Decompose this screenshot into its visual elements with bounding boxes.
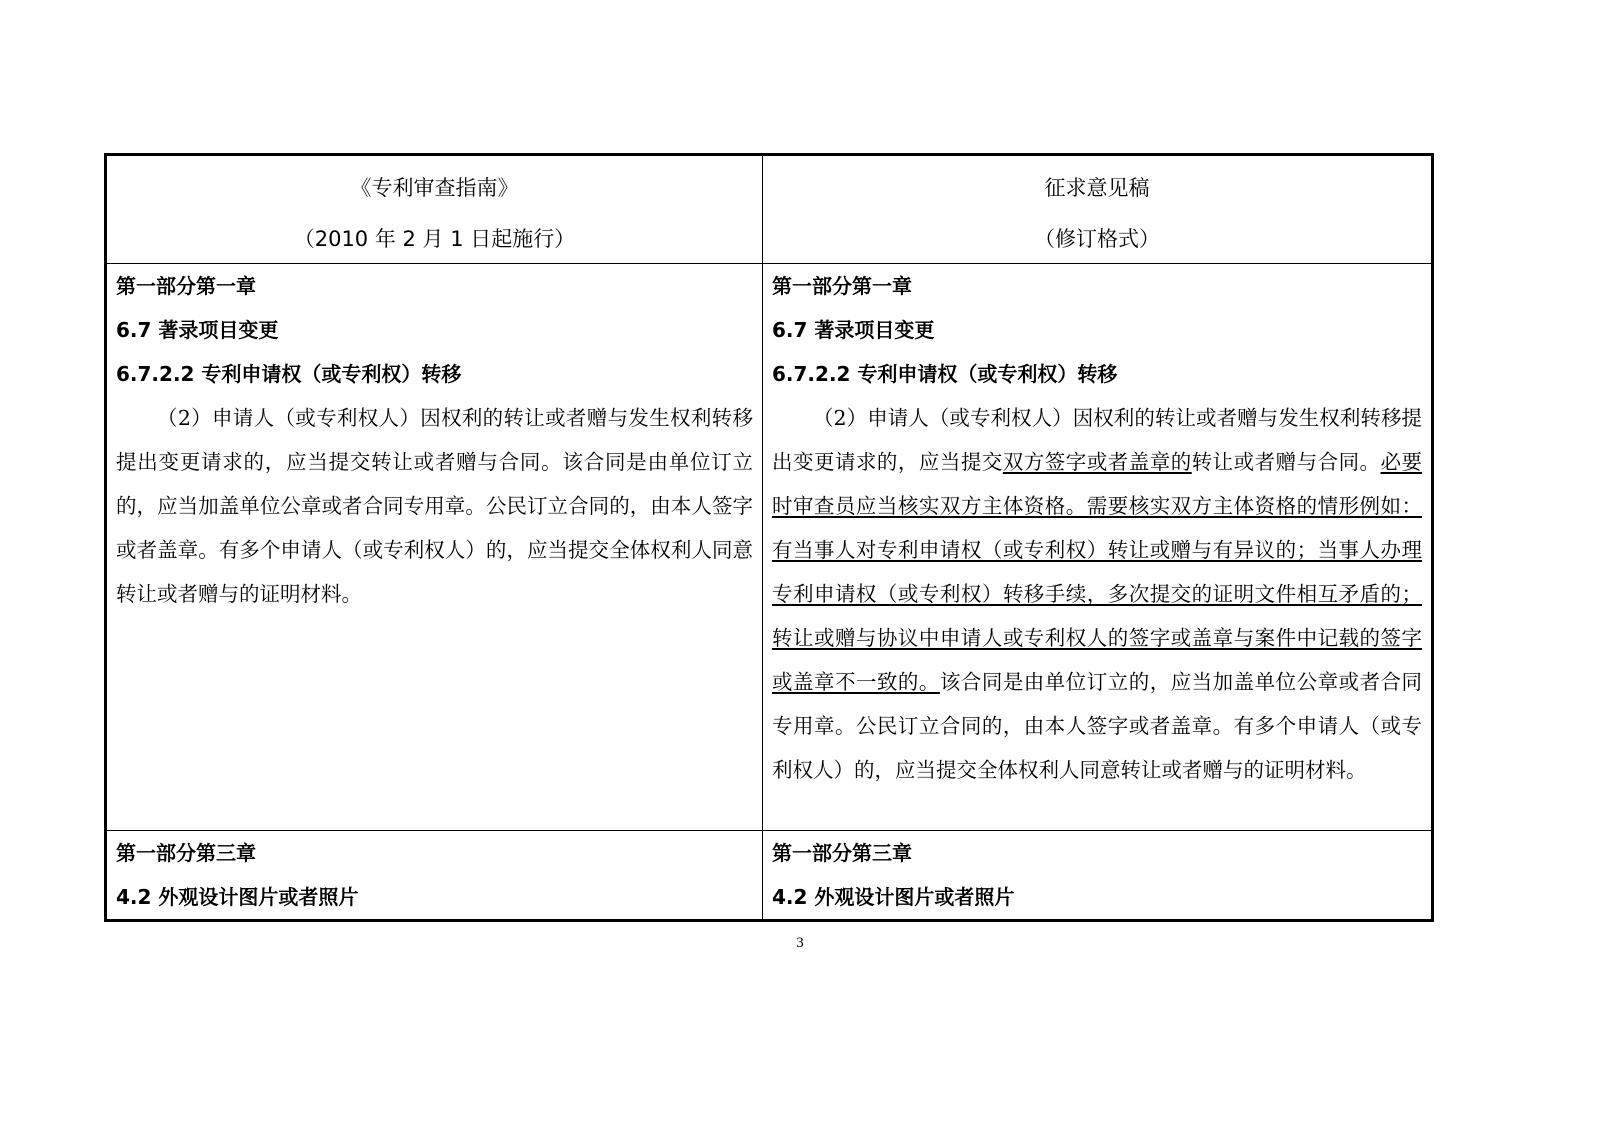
page-number: 3 bbox=[796, 935, 804, 951]
part-heading: 第一部分第一章 bbox=[116, 274, 256, 298]
section-heading: 4.2 外观设计图片或者照片 bbox=[772, 885, 1015, 909]
header-right-subtitle: （修订格式） bbox=[1034, 227, 1160, 251]
row2-right-cell bbox=[763, 831, 1433, 921]
part-heading: 第一部分第一章 bbox=[772, 274, 912, 298]
table-header-row bbox=[106, 155, 1433, 264]
row1-right-cell bbox=[763, 264, 1433, 831]
original-paragraph: （2）申请人（或专利权人）因权利的转让或者赠与发生权利转移提出变更请求的，应当提交转让或者赠与合同。该合同是由单位订立的，应当加盖单位公章或者合同专用章。公民订立合同的，由本人签字或者盖章。有多个申请人（或专利权人）的，应当提交全体权利人同意转让或者赠与的证明材料。 bbox=[116, 406, 753, 606]
inserted-text: 双方签字或者盖章的 bbox=[1002, 450, 1192, 474]
section-heading: 4.2 外观设计图片或者照片 bbox=[116, 885, 359, 909]
header-left-subtitle: （2010 年 2 月 1 日起施行） bbox=[293, 227, 576, 251]
header-left-title: 《专利审查指南》 bbox=[350, 176, 519, 200]
table-row bbox=[106, 831, 1433, 921]
section-heading: 6.7 著录项目变更 bbox=[772, 318, 935, 342]
row2-left-cell bbox=[106, 831, 763, 921]
revised-text: （2）申请人（或专利权人）因权利的转让或者赠与发生权利转移提出变更请求的，应当提交 bbox=[772, 406, 1422, 474]
section-heading: 6.7 著录项目变更 bbox=[116, 318, 279, 342]
inserted-text: 必要时审查员应当核实双方主体资格。需要核实双方主体资格的情形例如：有当事人对专利申请权（或专利权）转让或赠与有异议的；当事人办理专利申请权（或专利权）转移手续，多次提交的证明文件相互矛盾的；转让或赠与协议中申请人或专利权人的签字或盖章与案件中记载的签字或盖章不一致的。 bbox=[772, 450, 1423, 694]
subsection-heading: 6.7.2.2 专利申请权（或专利权）转移 bbox=[116, 362, 462, 386]
revised-text: 转让或者赠与合同。 bbox=[1191, 450, 1381, 474]
revised-text: 该合同是由单位订立的，应当加盖单位公章或者合同专用章。公民订立合同的，由本人签字或者盖章。有多个申请人（或专利权人）的，应当提交全体权利人同意转让或者赠与的证明材料。 bbox=[772, 670, 1423, 782]
row1-left-cell bbox=[106, 264, 763, 831]
subsection-heading: 6.7.2.2 专利申请权（或专利权）转移 bbox=[772, 362, 1118, 386]
table-row bbox=[106, 264, 1433, 831]
part-heading: 第一部分第三章 bbox=[772, 841, 912, 865]
header-right-title: 征求意见稿 bbox=[1044, 176, 1150, 200]
comparison-table bbox=[104, 153, 1434, 922]
part-heading: 第一部分第三章 bbox=[116, 841, 256, 865]
header-left-cell bbox=[106, 155, 763, 264]
revised-paragraph bbox=[772, 396, 1422, 792]
header-right-cell bbox=[763, 155, 1433, 264]
